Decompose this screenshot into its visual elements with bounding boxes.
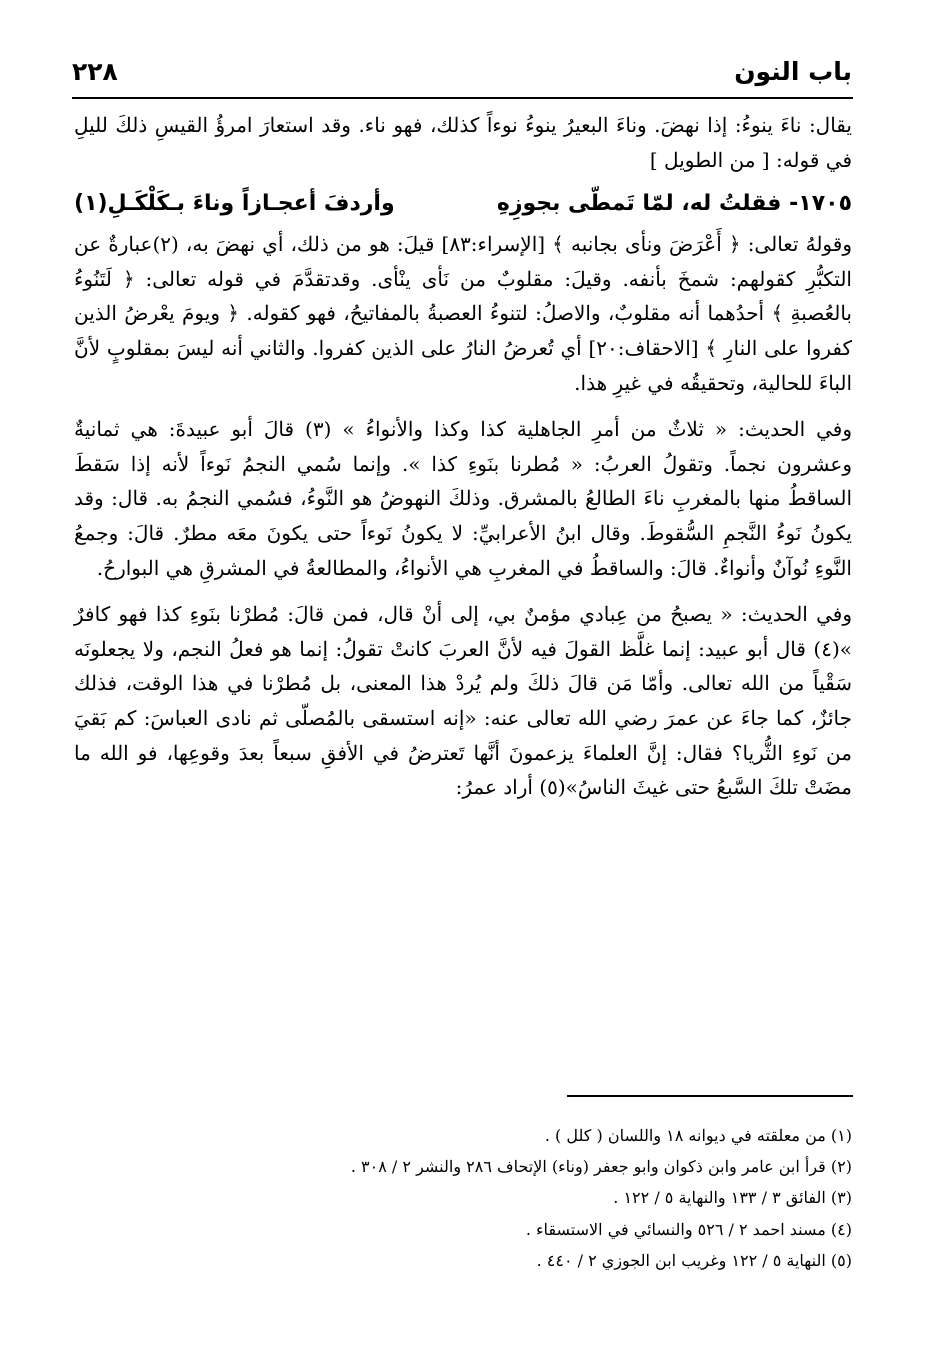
- footnote-3: (٣) الفائق ٣ / ١٣٣ والنهاية ٥ / ١٢٢ .: [613, 1188, 852, 1208]
- verse-number: ١٧٠٥-: [789, 191, 852, 217]
- chapter-title: باب النون: [734, 57, 852, 86]
- paragraph-hadith-kafir: وفي الحديث: « يصبحُ من عِبادي مؤمنٌ بي، إلى أنْ قال، فمن قالَ: مُطرْنا بنَوءِ كذا فهو كافرٌ »(٤) قال أبو عبيد: إنما غلَّظ القولَ فيه لأنَّ العربَ كانتْ تقولُ: إنما هو فعلُ النجم، ولا يجعلونَه سَقْياً من الله تعالى. وأمّا مَن قالَ ذلكَ ولم يُردْ هذا المعنى، بل مُطرْنا في هذا الوقت، فذلك جائزٌ، كما جاءَ عن عمرَ رضي الله تعالى عنه: «إنه استسقى بالمُصلّى ثم نادى العباسَ: كم بَقيَ من نَوءِ الثُّريا؟ فقال: إنَّ العلماءَ يزعمونَ أنَّها تَعترضُ في الأفقِ سبعاً بعدَ وقوعِها، فو الله ما مضَتْ تلكَ السَّبعُ حتى غيثَ الناسُ»(٥) أراد عمرُ:: [74, 602, 852, 800]
- paragraph-hadith-anwa: وفي الحديث: « ثلاثٌ من أمرِ الجاهلية كذا وكذا والأنواءُ » (٣) قالَ أبو عبيدةَ: هي ثمانيةٌ وعشرون نجماً. وتقولُ العربُ: « مُطرنا بنَوءِ كذا ». وإنما سُمي النجمُ نَوءاً لأنه إذا سَقطَ الساقطُ منها بالمغربِ ناءَ الطالعُ بالمشرق. وذلكَ النهوضُ هو النَّوءُ، فسُمي النجمُ به. قال: وقد يكونُ نَوءُ النَّجمِ السُّقوطَ. وقال ابنُ الأعرابيِّ: لا يكونُ نَوءاً حتى يكونَ معَه مطرٌ. قالَ: وجمعُ النَّوءِ نُوآنٌ وأنواءٌ. قالَ: والساقطُ في المغربِ هي الأنواءُ، والمطالعةُ في المشرقِ هي البوارحُ.: [74, 417, 852, 580]
- footnote-divider: [567, 1095, 853, 1097]
- verse-second-half: وأردفَ أعجـازاً وناءَ بـكَلْكَـلِ(١): [74, 191, 395, 217]
- main-text: [74, 108, 852, 805]
- verse-first-half-text: فقلتُ له، لمّا تَمطّى بجوزِهِ: [496, 191, 782, 217]
- footnote-2: (٢) قرأ ابن عامر وابن ذكوان وابو جعفر (وناء) الإتحاف ٢٨٦ والنشر ٢ / ٣٠٨ .: [350, 1157, 852, 1177]
- footnote-1: (١) من معلقته في ديوانه ١٨ واللسان ( كلل ) .: [544, 1126, 852, 1145]
- footnotes: [74, 1120, 852, 1276]
- footnote-4: (٤) مسند احمد ٢ / ٥٢٦ والنسائي في الاستسقاء .: [525, 1219, 852, 1239]
- paragraph-intro: يقال: ناءَ ينوءُ: إذا نهضَ. وناءَ البعيرُ ينوءُ نوءاً كذلك، فهو ناء. وقد استعارَ امرؤُ القيسِ ذلكَ لليلِ في قوله: [ من الطويل ]: [74, 113, 852, 172]
- page-header: [72, 52, 852, 96]
- verse-first-half: [497, 181, 852, 227]
- footnote-5: (٥) النهاية ٥ / ١٢٢ وغريب ابن الجوزي ٢ / ٤٤٠ .: [536, 1250, 852, 1270]
- header-divider: [72, 97, 853, 99]
- paragraph-quran-verse: وقولهُ تعالى: ﴿ أَعْرَضَ ونأى بجانبه ﴾ [الإسراء:٨٣] قيلَ: هو من ذلك، أي نهضَ به، (٢)عبارةٌ عن التكبُّرِ كقولهم: شمخَ بأنفه. وقيلَ: مقلوبٌ من نَأى ينْأى. وقدتقدَّمَ في قوله تعالى: ﴿ لَتَنُوءُ بالعُصبةِ ﴾ أحدُهما أنه مقلوبٌ، والاصلُ: لتنوءُ العصبةُ بالمفاتيحُ، فهو كقوله. ﴿ ويومَ يعْرضُ الذين كفروا على النارِ ﴾ [الاحقاف:٢٠] أي تُعرضُ النارُ على الذين كفروا. والثاني أنه ليسَ بمقلوبٍ لأنَّ الباءَ للحالية، وتحقيقُه في غيرِ هذا.: [74, 232, 852, 395]
- poetry-verse: [74, 181, 852, 227]
- page-number: ٢٢٨: [72, 57, 118, 86]
